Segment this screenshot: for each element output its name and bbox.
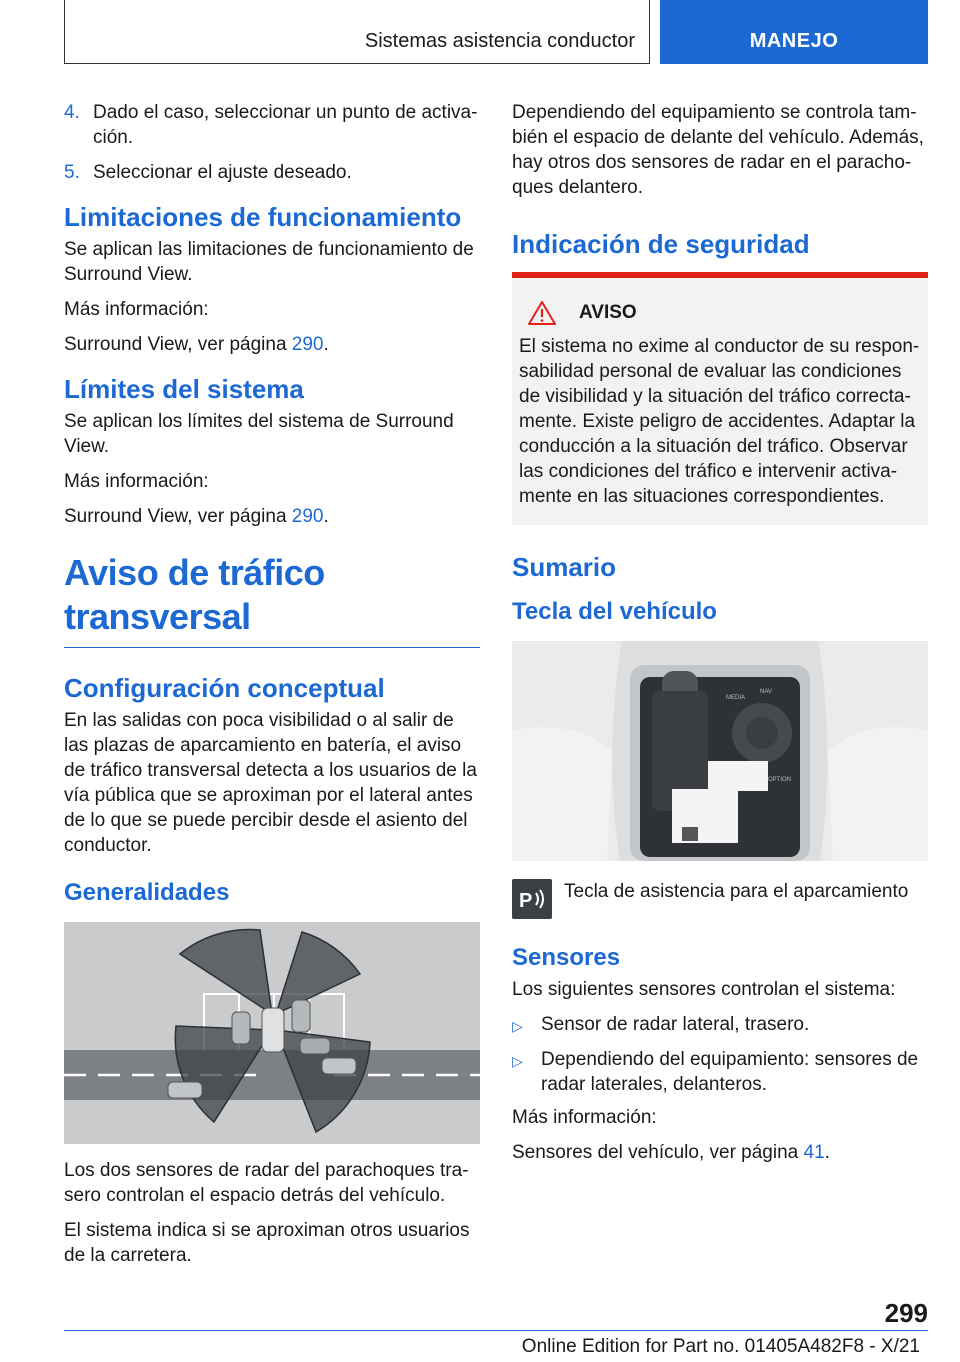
page-link[interactable]: 290: [291, 334, 324, 355]
console-label-media: MEDIA: [726, 695, 746, 701]
list-item-text: Dependiendo del equipamiento: sensores de radar laterales, delanteros.: [541, 1049, 919, 1095]
more-info-label: Más información:: [512, 1107, 657, 1128]
heading-tecla: Tecla del vehículo: [512, 598, 717, 625]
caption-text: Tecla de asistencia para el aparcamiento: [564, 881, 909, 902]
reference-line: [64, 504, 480, 529]
page-link[interactable]: 290: [291, 506, 324, 527]
warning-triangle-icon: [527, 300, 557, 326]
header-section-tab: [64, 0, 650, 64]
warning-header: [527, 300, 921, 326]
header-chapter-tab: [660, 0, 928, 64]
list-item-text: Sensor de radar lateral, trasero.: [541, 1014, 810, 1035]
warning-box: [512, 272, 928, 525]
paragraph: Se aplican las limitaciones de funcionamiento de Surround View.: [64, 239, 474, 285]
reference-text: Surround View, ver página: [64, 506, 292, 527]
paragraph: En las salidas con poca visibilidad o al salir de las plazas de aparcamiento en batería, el aviso de tráfico transversal detecta a los usuarios de la vía pública que se aproximan por el lateral antes de lo que se puede percibir desde el asiento del conductor.: [64, 710, 477, 856]
reference-end: .: [323, 334, 329, 355]
paragraph: Los dos sensores de radar del parachoques tra‐sero controlan el espacio detrás del vehículo.: [64, 1160, 469, 1206]
page-number: 299: [884, 1298, 928, 1328]
reference-text: Surround View, ver página: [64, 334, 292, 355]
right-column: [512, 100, 928, 1175]
step-item: [64, 160, 480, 185]
heading-generalidades: Generalidades: [64, 879, 230, 906]
paragraph: Dependiendo del equipamiento se controla tam‐bién el espacio de delante del vehículo. Además, hay otros dos sensores de radar en el paracho‐ques delantero.: [512, 102, 924, 198]
heading-limitaciones: Limitaciones de funcionamiento: [64, 202, 462, 232]
heading-limites: Límites del sistema: [64, 374, 304, 404]
step-number: 5.: [64, 162, 80, 183]
center-console-image: [512, 641, 928, 861]
center-console-photo: [512, 641, 928, 861]
paragraph: Se aplican los límites del sistema de Surround View.: [64, 411, 454, 457]
reference-end: .: [824, 1142, 830, 1163]
header-chapter-title: MANEJO: [749, 30, 839, 52]
step-text: Seleccionar el ajuste deseado.: [93, 162, 352, 183]
reference-line: [512, 1140, 928, 1165]
svg-text:P: P: [519, 890, 533, 912]
step-item: [64, 100, 480, 150]
console-label-option: OPTION: [768, 777, 792, 783]
heading-configuracion: Configuración conceptual: [64, 673, 385, 703]
figure-caption: [512, 879, 928, 919]
heading-seguridad: Indicación de seguridad: [512, 229, 810, 259]
paragraph: Los siguientes sensores controlan el sistema:: [512, 979, 896, 1000]
main-heading: Aviso de tráfico transversal: [64, 551, 480, 648]
more-info-label: Más información:: [64, 471, 209, 492]
warning-text: El sistema no exime al conductor de su respon‐sabilidad personal de evaluar las condiciones de visibilidad y la situación del tráfico correcta‐mente. Existe peligro de accidentes. Adaptar la conducción a la situación del tráfico. Observar las condiciones del tráfico e intervenir activa‐mente en las situaciones correspondientes.: [519, 336, 920, 507]
footer-divider: [64, 1330, 928, 1331]
header-section-title: Sistemas asistencia conductor: [364, 30, 635, 52]
cross-traffic-illustration: [64, 922, 480, 1144]
triangle-bullet-icon: ▷: [512, 1053, 523, 1069]
more-info-label: Más información:: [64, 299, 209, 320]
reference-end: .: [323, 506, 329, 527]
warning-title: AVISO: [579, 302, 637, 323]
step-number: 4.: [64, 102, 80, 123]
step-text: Dado el caso, seleccionar un punto de activa‐ción.: [93, 102, 478, 148]
reference-line: [64, 332, 480, 357]
console-label-nav: NAV: [760, 689, 772, 695]
footer-edition: Online Edition for Part no. 01405A482F8 - X/21: [521, 1336, 920, 1357]
page-header: [64, 0, 928, 64]
left-column: [64, 100, 480, 1278]
paragraph: El sistema indica si se aproximan otros usuarios de la carretera.: [64, 1220, 470, 1266]
triangle-bullet-icon: ▷: [512, 1018, 523, 1034]
page-link[interactable]: 41: [803, 1142, 825, 1163]
reference-text: Sensores del vehículo, ver página: [512, 1142, 804, 1163]
park-assist-icon: [512, 879, 552, 919]
list-item: [512, 1047, 928, 1097]
heading-sensores: Sensores: [512, 944, 621, 971]
cross-traffic-diagram: [64, 922, 480, 1144]
heading-sumario: Sumario: [512, 552, 617, 582]
list-item: [512, 1012, 928, 1039]
